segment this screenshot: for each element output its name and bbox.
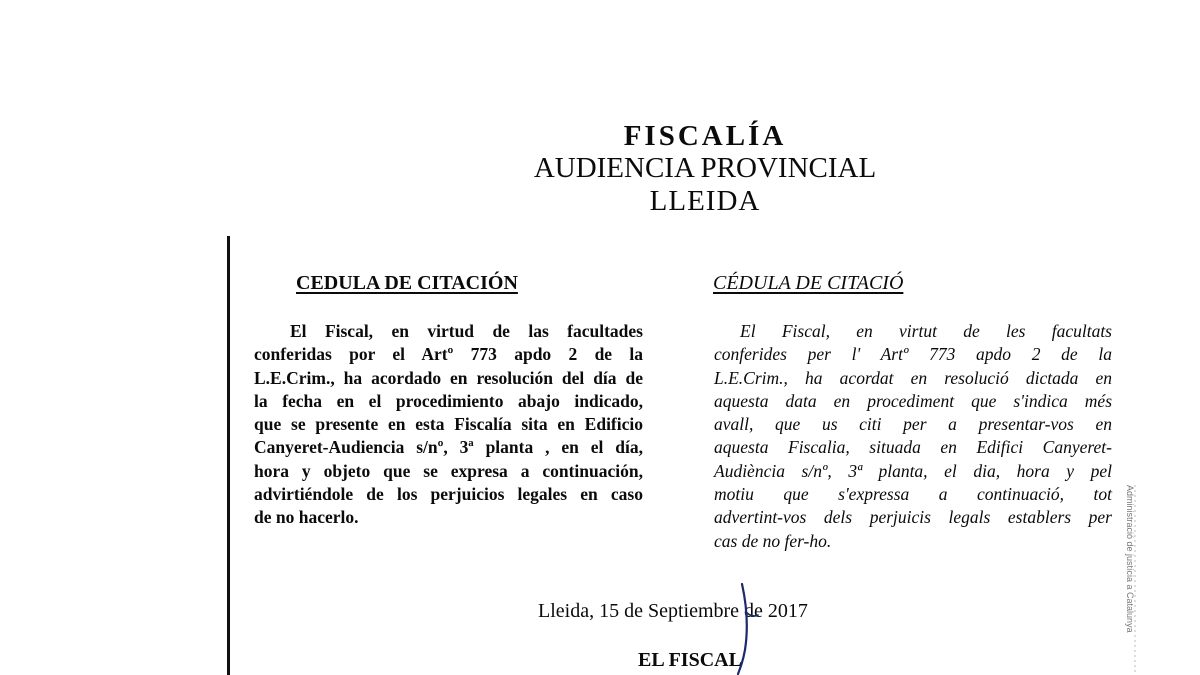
spanish-paragraph — [254, 320, 643, 530]
spanish-line: El Fiscal, en virtud de las facultades — [290, 321, 643, 341]
catalan-line: avall, que us citi per a presentar-vos en — [714, 414, 1112, 435]
spanish-line: conferidas por el Artº 773 apdo 2 de la — [254, 344, 643, 365]
catalan-line: advertint-vos dels perjuicis legals establers per — [714, 507, 1112, 528]
spanish-line: advirtiéndole de los perjuicios legales en caso — [254, 484, 643, 505]
catalan-line: aquesta data en procediment que s'indica més — [714, 390, 1112, 411]
spanish-line: de no hacerlo. — [254, 507, 359, 528]
catalan-line: motiu que s'expressa a continuació, tot — [714, 484, 1112, 505]
catalan-line: El Fiscal, en virtut de les facultats — [740, 321, 1112, 341]
left-margin-rule — [227, 236, 230, 675]
header-line-audiencia: AUDIENCIA PROVINCIAL — [533, 152, 877, 184]
catalan-line: Audiència s/nº, 3ª planta, el dia, hora y pel — [714, 460, 1112, 481]
spanish-line: hora y objeto que se expresa a continuación, — [254, 460, 643, 481]
signer-title: EL FISCAL — [638, 649, 742, 671]
spanish-line: la fecha en el procedimiento abajo indicado, — [254, 390, 643, 411]
catalan-line: L.E.Crim., ha acordat en resolució dictada en — [714, 367, 1112, 388]
header-line-fiscalia: FISCALÍA — [623, 120, 787, 152]
side-stamp-text: Administració de justícia a Catalunya — [1125, 485, 1135, 633]
catalan-line: cas de no fer-ho. — [714, 530, 832, 551]
spanish-line: que se presente en esta Fiscalía sita en Edificio — [254, 414, 643, 435]
spanish-line: Canyeret-Audiencia s/nº, 3ª planta , en el día, — [254, 437, 643, 458]
catalan-paragraph — [714, 320, 1112, 553]
catalan-line: conferides per l' Artº 773 apdo 2 de la — [714, 344, 1112, 365]
catalan-line: aquesta Fiscalia, situada en Edifici Canyeret- — [714, 437, 1112, 458]
spanish-title: CEDULA DE CITACIÓN — [296, 272, 518, 294]
spanish-line: L.E.Crim., ha acordado en resolución del día de — [254, 367, 643, 388]
catalan-title: CÉDULA DE CITACIÓ — [713, 272, 904, 294]
date-line: Lleida, 15 de Septiembre de 2017 — [538, 600, 808, 622]
signature-stroke — [720, 582, 780, 675]
header-line-city: LLEIDA — [649, 185, 761, 217]
